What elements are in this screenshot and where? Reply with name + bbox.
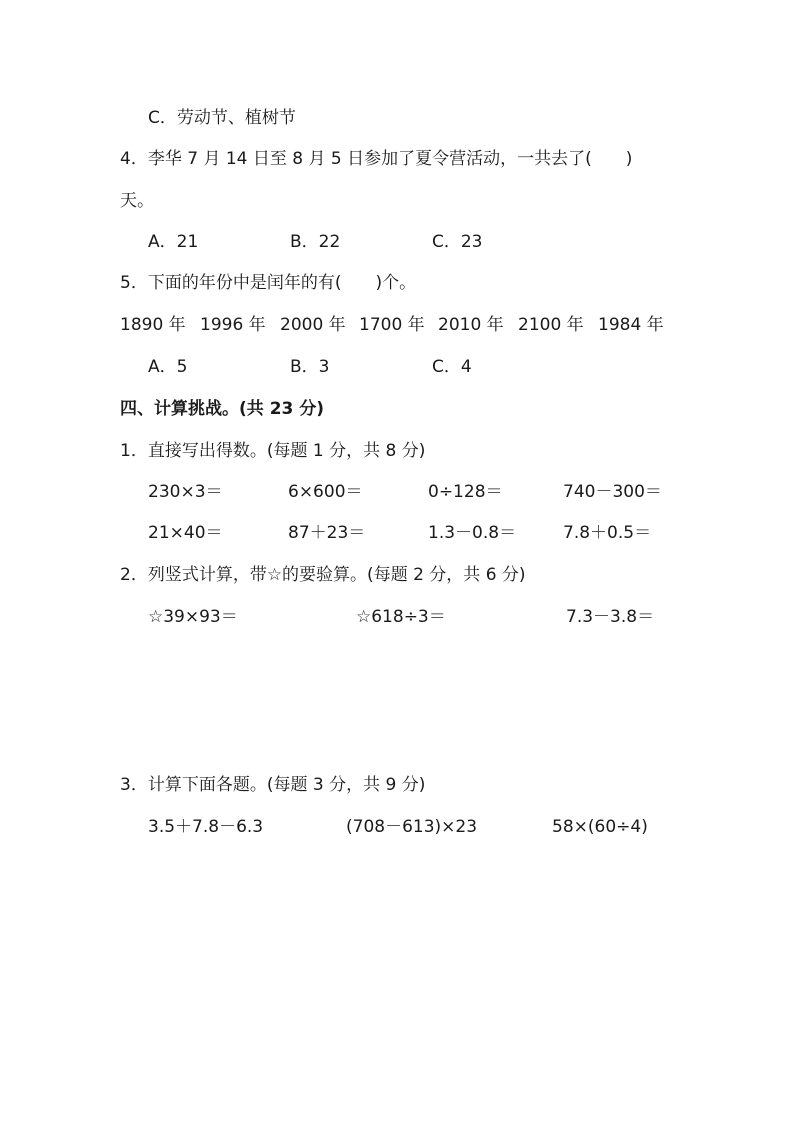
- calc-item: 58×(60÷4): [552, 817, 648, 837]
- question-4-stem-line2: 天。: [120, 191, 154, 211]
- option-b: B．3: [290, 357, 330, 377]
- question-5-years: [0, 313, 794, 337]
- part-3-items: [0, 815, 794, 839]
- option-b: B．22: [290, 232, 341, 252]
- question-3-option-c: C．劳动节、植树节: [148, 108, 296, 128]
- calc-item: 6×600＝: [288, 482, 363, 502]
- section-4-title: 四、计算挑战。(共 23 分): [120, 399, 325, 419]
- part-2-title: 2．列竖式计算，带☆的要验算。(每题 2 分，共 6 分): [120, 565, 526, 585]
- option-a: A．5: [148, 357, 188, 377]
- question-4-options: [0, 230, 794, 254]
- calc-item: 21×40＝: [148, 523, 223, 543]
- calc-item: 7.8＋0.5＝: [563, 523, 652, 543]
- calc-item: (708－613)×23: [346, 817, 478, 837]
- year-item: 1984 年: [598, 315, 664, 335]
- calc-item: 740－300＝: [563, 482, 662, 502]
- part-1-row-2: [0, 521, 794, 545]
- option-c: C．4: [432, 357, 472, 377]
- year-item: 1996 年: [200, 315, 266, 335]
- question-5-options: [0, 355, 794, 379]
- year-item: 2000 年: [280, 315, 346, 335]
- calc-item: 230×3＝: [148, 482, 223, 502]
- calc-item: 1.3－0.8＝: [428, 523, 517, 543]
- option-a: A．21: [148, 232, 199, 252]
- part-1-title: 1．直接写出得数。(每题 1 分，共 8 分): [120, 441, 426, 461]
- option-c: C．23: [432, 232, 483, 252]
- calc-item: 7.3－3.8＝: [566, 607, 655, 627]
- calc-item: ☆618÷3＝: [356, 607, 446, 627]
- part-1-row-1: [0, 480, 794, 504]
- question-5-stem: 5．下面的年份中是闰年的有( )个。: [120, 273, 417, 293]
- question-4-stem-line1: 4．李华 7 月 14 日至 8 月 5 日参加了夏令营活动，一共去了( ): [120, 149, 633, 169]
- part-2-items: [0, 605, 794, 629]
- calc-item: ☆39×93＝: [148, 607, 238, 627]
- year-item: 1890 年: [120, 315, 186, 335]
- year-item: 2100 年: [518, 315, 584, 335]
- year-item: 1700 年: [359, 315, 425, 335]
- calc-item: 87＋23＝: [288, 523, 366, 543]
- year-item: 2010 年: [438, 315, 504, 335]
- calc-item: 3.5＋7.8－6.3: [148, 817, 264, 837]
- calc-item: 0÷128＝: [428, 482, 503, 502]
- part-3-title: 3．计算下面各题。(每题 3 分，共 9 分): [120, 775, 426, 795]
